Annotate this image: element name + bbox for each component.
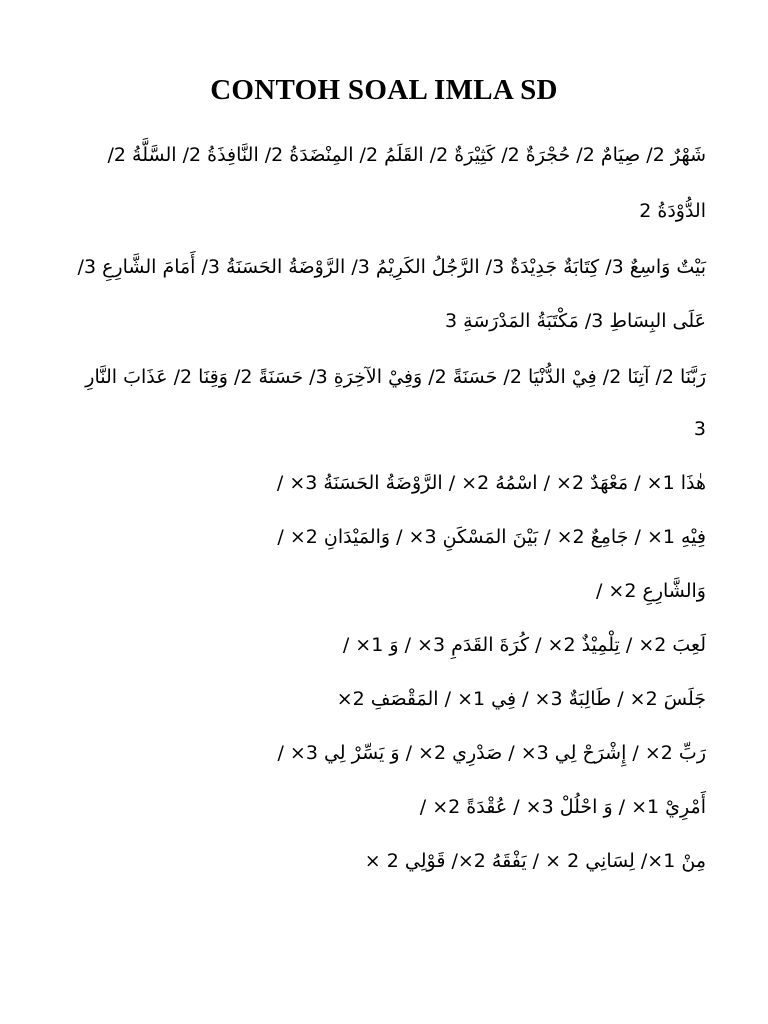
text-line-2: الدُّوْدَةُ 2 xyxy=(639,200,706,222)
text-line-9: وَالشَّارِعِ 2× / xyxy=(595,580,706,602)
text-line-11: جَلَسَ 2× / طَالِبَةٌ 3× / فِي 1× / المَقْصَفِ 2× xyxy=(336,688,706,710)
text-line-10: لَعِبَ 2× / تِلْمِيْذٌ 2× / كُرَةَ القَدَمِ 3× / وَ 1× / xyxy=(342,634,706,656)
text-line-4: عَلَى البِسَاطِ 3/ مَكْتَبَةُ المَدْرَسَةِ 3 xyxy=(445,310,706,332)
text-line-7: هٰذَا 1× / مَعْهَدٌ 2× / اسْمُهُ 2× / الرَّوْضَةُ الحَسَنَةُ 3× / xyxy=(276,472,706,494)
text-line-12: رَبِّ 2× / إِشْرَحْ لِي 3× / صَدْرِي 2× / وَ يَسِّرْ لِي 3× / xyxy=(277,742,706,764)
text-line-8: فِيْهِ 1× / جَامِعٌ 2× / بَيْنَ المَسْكَنِ 3× / وَالمَيْدَانِ 2× / xyxy=(277,526,706,548)
text-line-1: شَهْرٌ 2/ صِيَامٌ 2/ حُجْرَةٌ 2/ كَثِيْرَةٌ 2/ القَلَمُ 2/ المِنْضَدَةُ 2/ النَّافِذَةُ 2/ السَّلَّةُ 2/ xyxy=(107,144,706,166)
page-title: CONTOH SOAL IMLA SD xyxy=(210,74,558,106)
text-line-13: أَمْرِيْ 1× / وَ احْلُلْ 3× / عُقْدَةً 2× / xyxy=(419,796,706,818)
text-line-6: 3 xyxy=(693,418,706,440)
text-line-5: رَبَّنَا 2/ آتِنَا 2/ فِيْ الدُّنْيَا 2/ حَسَنَةً 2/ وَفِيْ الآخِرَةِ 3/ حَسَنَةً 2/ وَقِنَا 2/ عَذَابَ النَّارِ xyxy=(85,366,706,388)
text-line-3: بَيْتٌ وَاسِعٌ 3/ كِتَابَةٌ جَدِيْدَةٌ 3/ الرَّجُلُ الكَرِيْمُ 3/ الرَّوْضَةُ الحَسَنَةُ 3/ أَمَامَ الشَّارِعِ 3/ xyxy=(77,256,706,278)
text-line-14: مِنْ 1×/ لِسَانِي 2 × / يَفْقَهُ 2×/ قَوْلِي 2 × xyxy=(364,850,706,872)
